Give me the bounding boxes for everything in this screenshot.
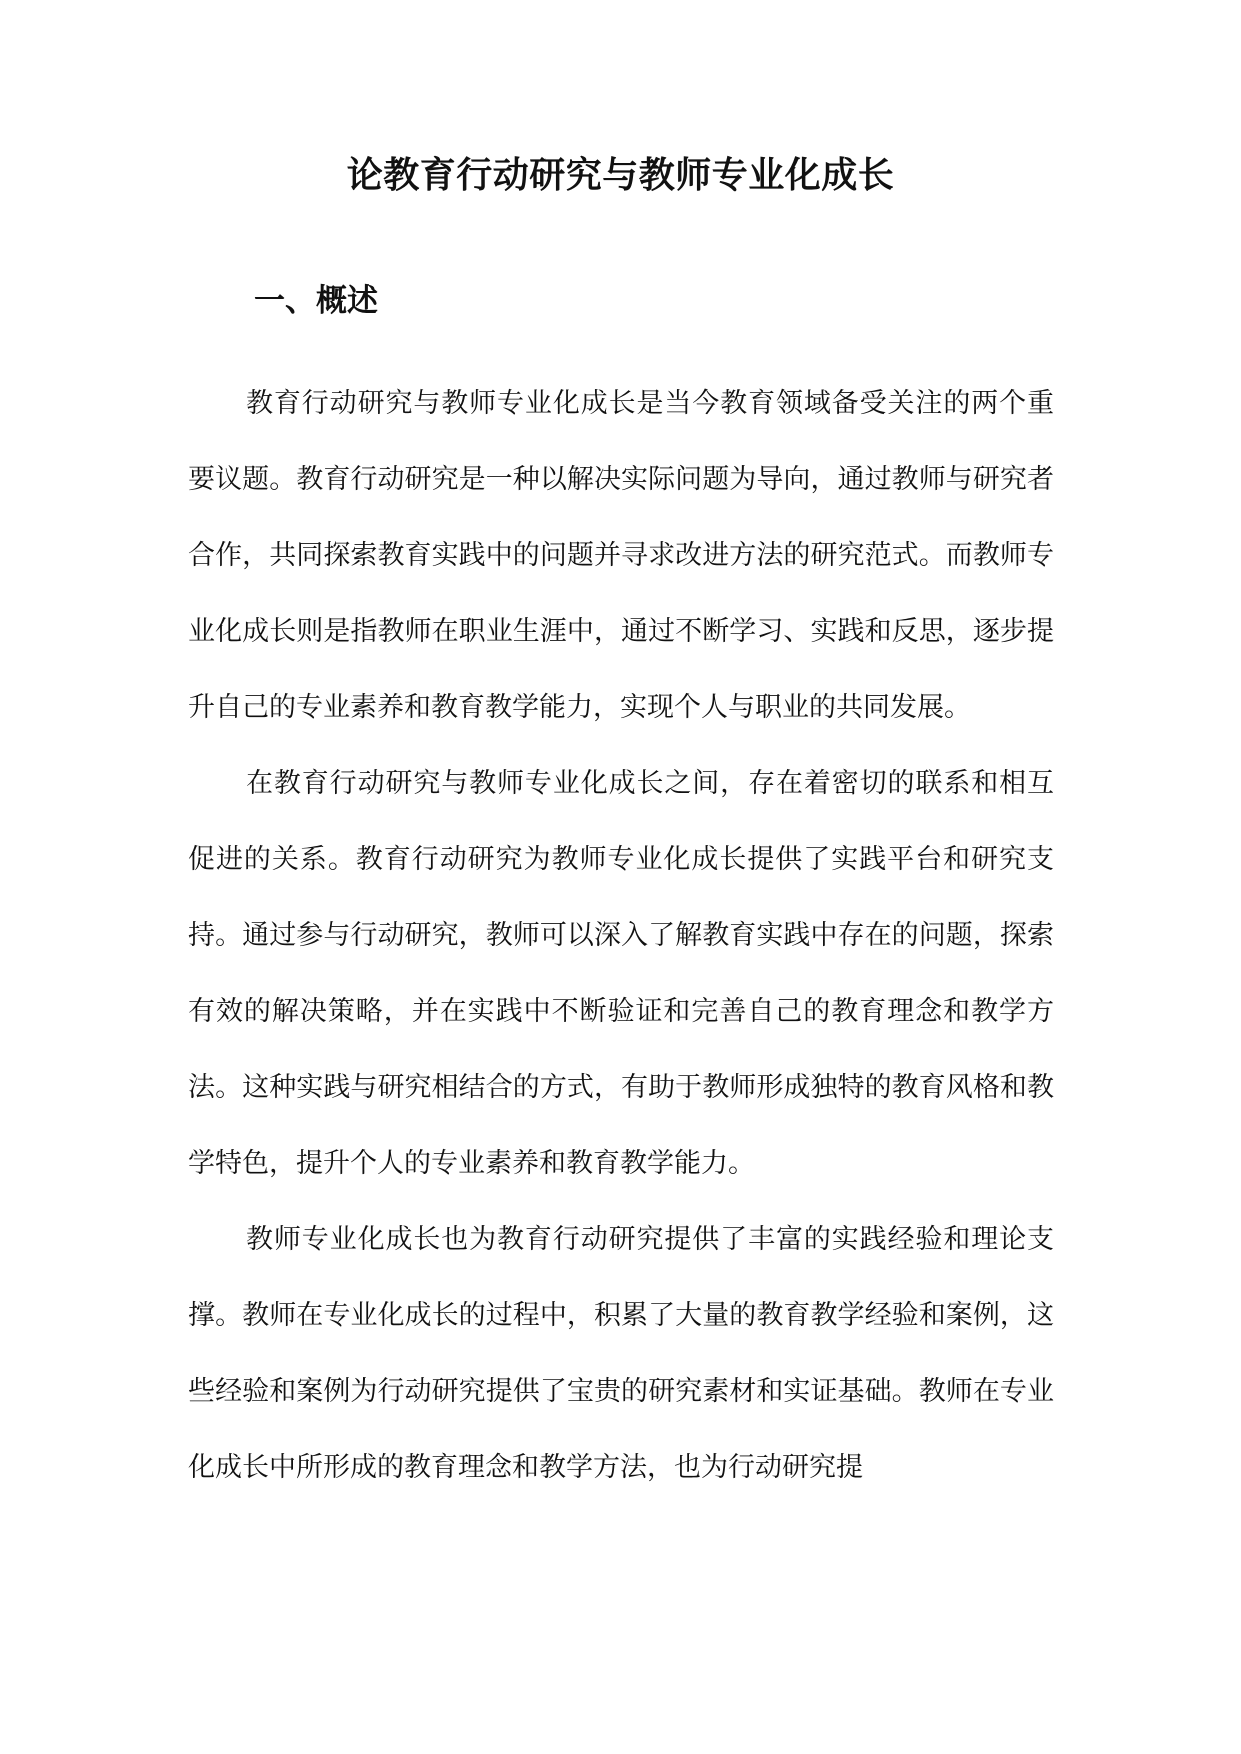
paragraph: 教育行动研究与教师专业化成长是当今教育领域备受关注的两个重要议题。教育行动研究是一种以解决实际问题为导向，通过教师与研究者合作，共同探索教育实践中的问题并寻求改进方法的研究范式。而教师专业化成长则是指教师在职业生涯中，通过不断学习、实践和反思，逐步提升自己的专业素养和教育教学能力，实现个人与职业的共同发展。 xyxy=(188,388,1054,723)
paragraph: 在教育行动研究与教师专业化成长之间，存在着密切的联系和相互促进的关系。教育行动研究为教师专业化成长提供了实践平台和研究支持。通过参与行动研究，教师可以深入了解教育实践中存在的问题，探索有效的解决策略，并在实践中不断验证和完善自己的教育理念和教学方法。这种实践与研究相结合的方式，有助于教师形成独特的教育风格和教学特色，提升个人的专业素养和教育教学能力。 xyxy=(188,768,1054,1179)
section-heading: 一、概述 xyxy=(254,283,378,319)
paragraph: 教师专业化成长也为教育行动研究提供了丰富的实践经验和理论支撑。教师在专业化成长的过程中，积累了大量的教育教学经验和案例，这些经验和案例为行动研究提供了宝贵的研究素材和实证基础。教师在专业化成长中所形成的教育理念和教学方法，也为行动研究提 xyxy=(188,1224,1054,1483)
document-title: 论教育行动研究与教师专业化成长 xyxy=(346,155,895,196)
document-body xyxy=(188,366,1054,1506)
